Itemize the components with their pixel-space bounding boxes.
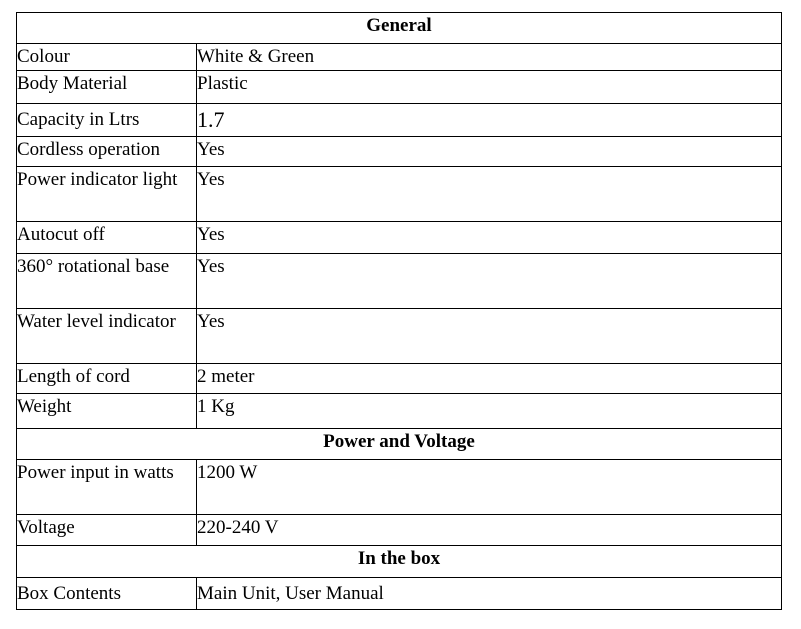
spec-label: Length of cord — [17, 364, 197, 394]
section-title-in-the-box: In the box — [17, 546, 782, 578]
spec-value: Yes — [197, 167, 782, 222]
spec-value: Yes — [197, 309, 782, 364]
spec-label: Power indicator light — [17, 167, 197, 222]
section-title-power-and-voltage: Power and Voltage — [17, 429, 782, 460]
spec-value: White & Green — [197, 44, 782, 71]
spec-value: Plastic — [197, 71, 782, 104]
table-row — [17, 364, 782, 394]
table-row — [17, 222, 782, 254]
spec-label: Power input in watts — [17, 460, 197, 515]
table-row — [17, 394, 782, 429]
section-title-general: General — [17, 13, 782, 44]
table-row — [17, 578, 782, 610]
spec-value: 1 Kg — [197, 394, 782, 429]
spec-label: Cordless operation — [17, 137, 197, 167]
spec-label: 360° rotational base — [17, 254, 197, 309]
spec-label: Water level indicator — [17, 309, 197, 364]
table-row — [17, 309, 782, 364]
spec-value: 1200 W — [197, 460, 782, 515]
table-row — [17, 104, 782, 137]
spec-label: Autocut off — [17, 222, 197, 254]
spec-label: Body Material — [17, 71, 197, 104]
spec-value: 2 meter — [197, 364, 782, 394]
table-row — [17, 460, 782, 515]
section-header-row — [17, 429, 782, 460]
specifications-table — [16, 12, 782, 610]
table-row — [17, 44, 782, 71]
spec-label: Capacity in Ltrs — [17, 104, 197, 137]
spec-label: Weight — [17, 394, 197, 429]
table-row — [17, 515, 782, 546]
section-header-row — [17, 546, 782, 578]
spec-label: Box Contents — [17, 578, 197, 610]
table-row — [17, 167, 782, 222]
table-row — [17, 137, 782, 167]
spec-value: Yes — [197, 222, 782, 254]
table-row — [17, 254, 782, 309]
spec-value: Yes — [197, 254, 782, 309]
spec-label: Voltage — [17, 515, 197, 546]
spec-value: Main Unit, User Manual — [197, 578, 782, 610]
spec-label: Colour — [17, 44, 197, 71]
spec-value: 1.7 — [197, 104, 782, 137]
spec-value: Yes — [197, 137, 782, 167]
section-header-row — [17, 13, 782, 44]
spec-value: 220-240 V — [197, 515, 782, 546]
table-row — [17, 71, 782, 104]
